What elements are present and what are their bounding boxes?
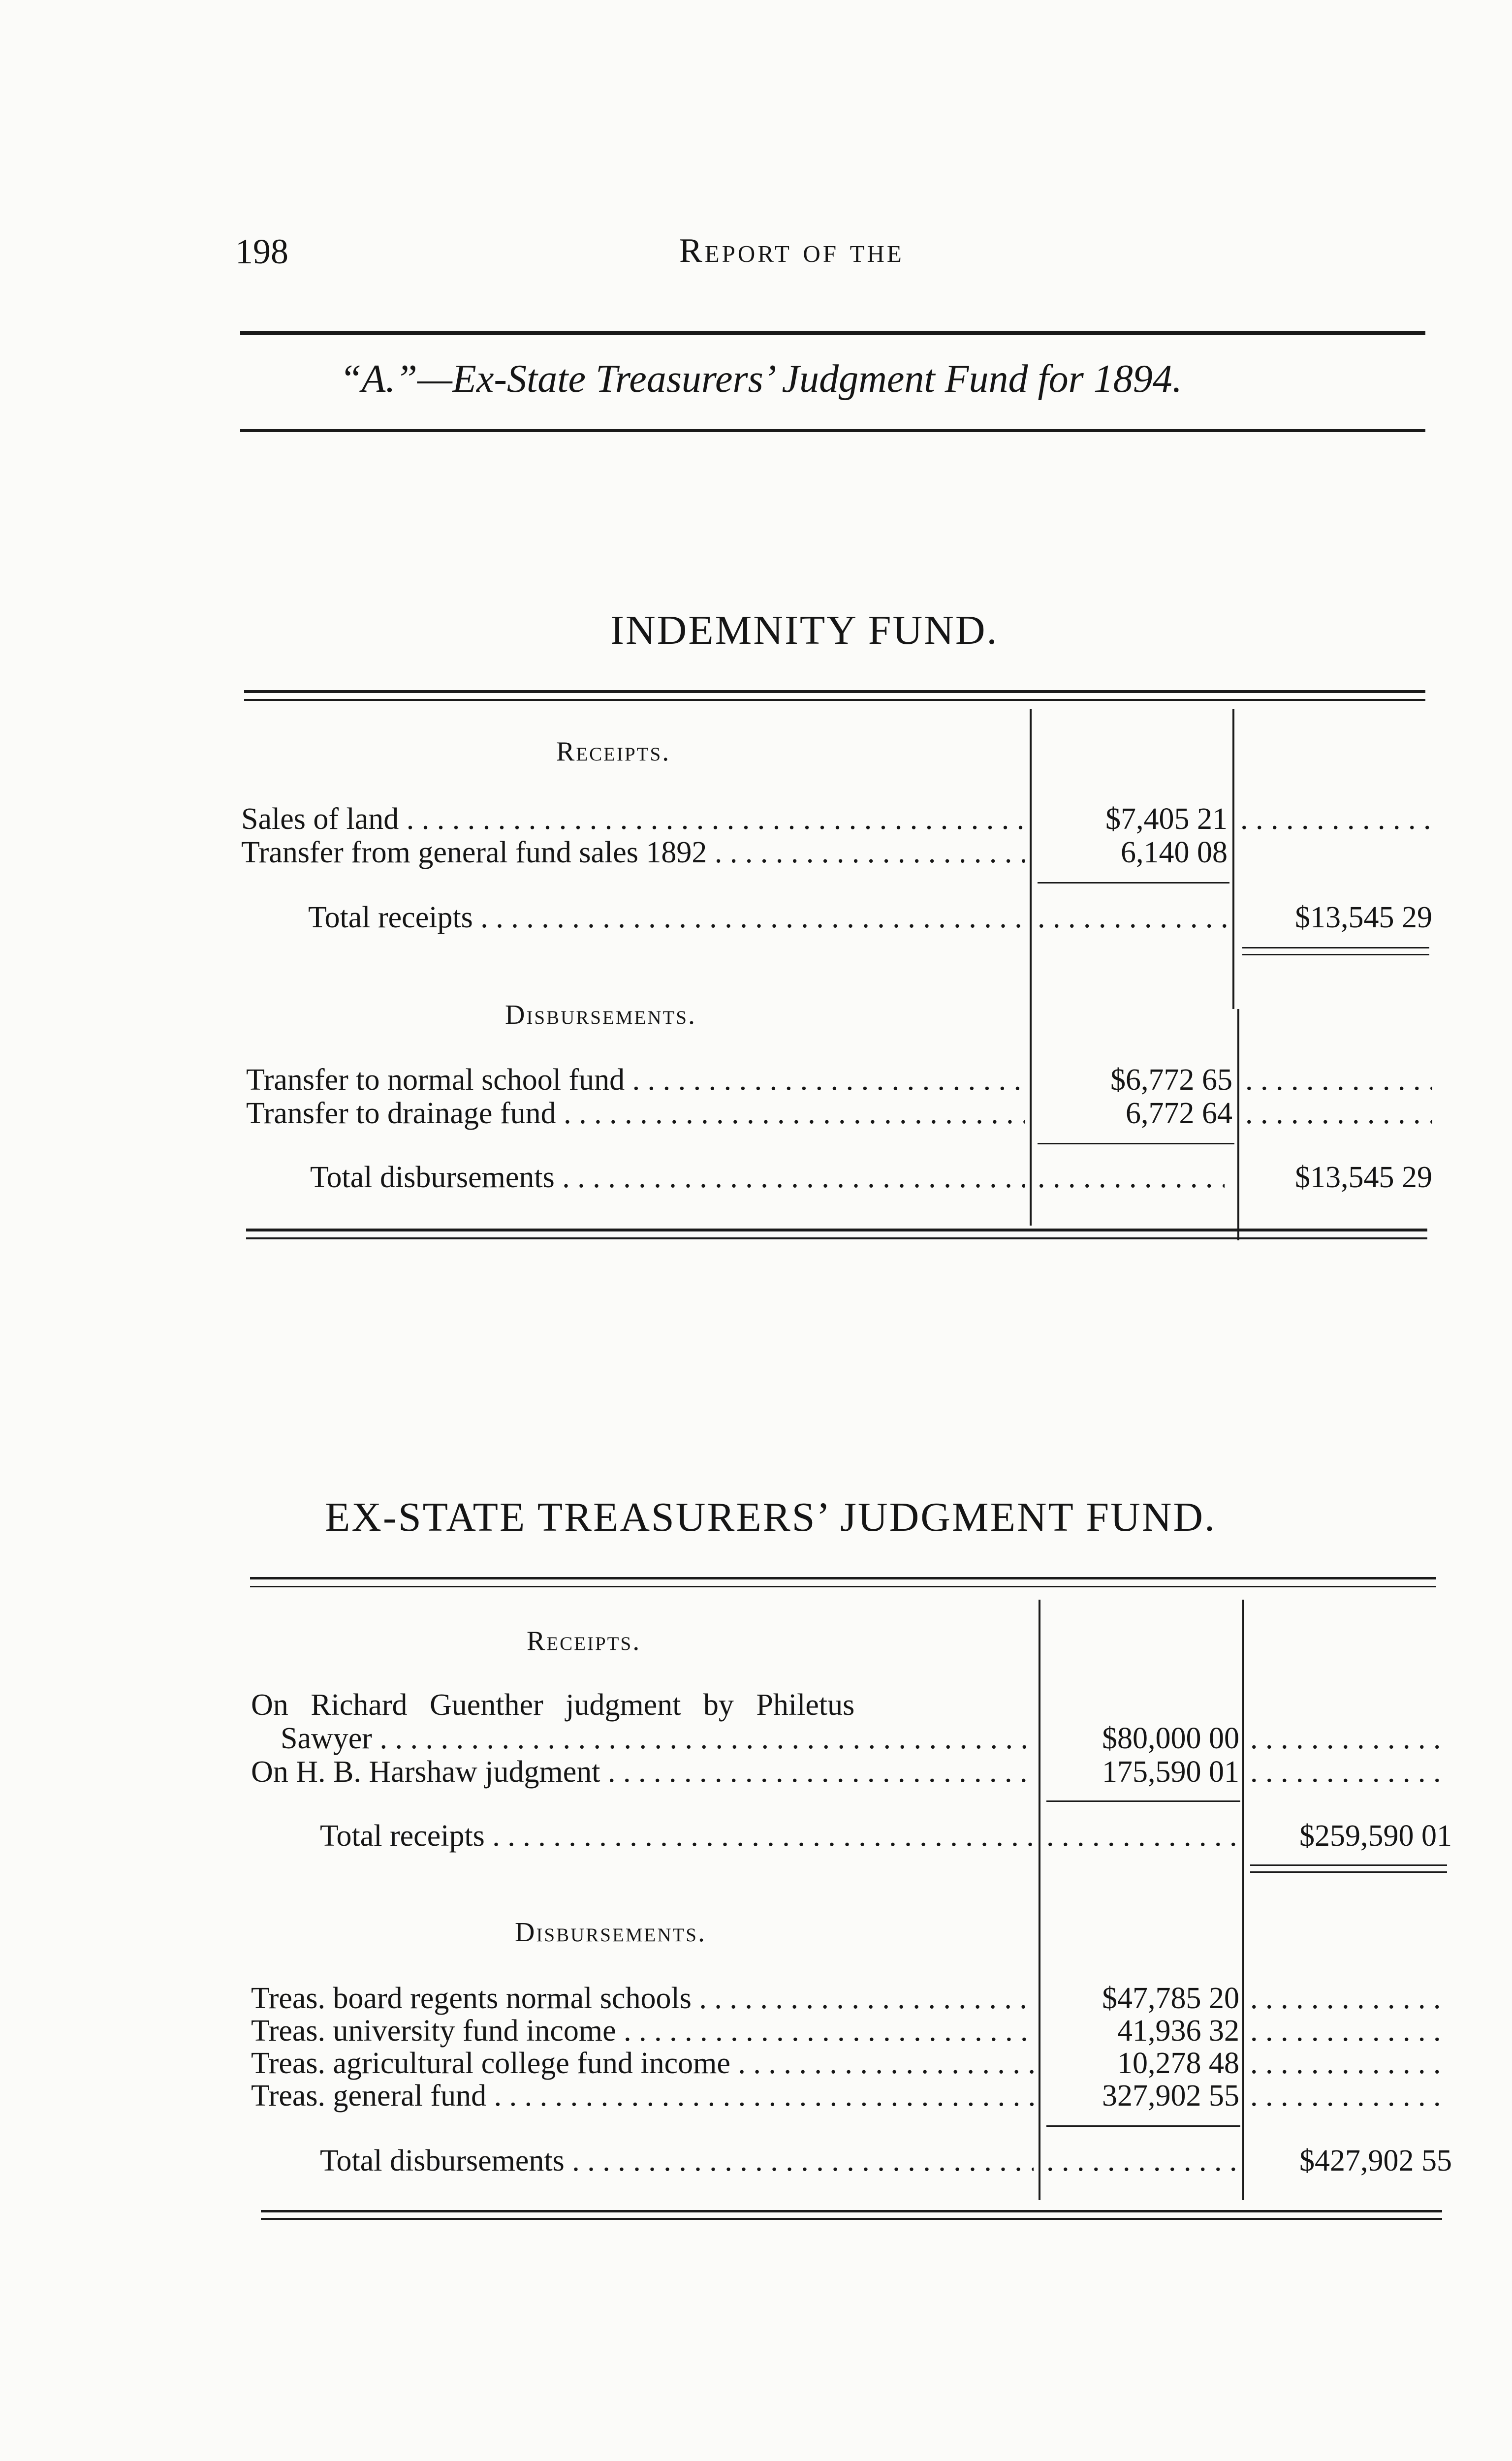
table-row bbox=[251, 1688, 1452, 1722]
row-dots bbox=[1245, 1097, 1432, 1130]
row-label: Transfer to normal school fund . . . bbox=[246, 1063, 1025, 1097]
indemnity-top-rule-2 bbox=[244, 699, 1425, 701]
row-amount: $6,772 65 bbox=[1110, 1063, 1232, 1097]
row-dots bbox=[1250, 1722, 1442, 1755]
row-label: Transfer to drainage fund . . . bbox=[246, 1097, 1025, 1130]
judgment-bottom-rule-2 bbox=[261, 2218, 1442, 2220]
total-amount: $259,590 01 bbox=[1299, 1819, 1452, 1853]
table-row bbox=[241, 802, 1432, 836]
subtotal-rule bbox=[1046, 2125, 1240, 2127]
subtitle-rule bbox=[240, 429, 1425, 432]
indemnity-receipts-caption: Receipts. bbox=[556, 736, 671, 767]
table-row bbox=[251, 1819, 1452, 1853]
row-label: Treas. agricultural college fund income . . . bbox=[251, 2047, 1034, 2080]
subtotal-rule bbox=[1038, 1143, 1234, 1144]
table-row bbox=[251, 2144, 1452, 2177]
indemnity-top-rule bbox=[244, 690, 1425, 693]
table-row bbox=[241, 836, 1432, 869]
table-row bbox=[251, 1722, 1452, 1755]
table-row bbox=[241, 1161, 1432, 1194]
row-dots bbox=[1046, 2144, 1238, 2177]
row-dots bbox=[1240, 802, 1432, 836]
row-label: Sales of land . . . bbox=[241, 802, 1025, 836]
row-amount: $47,785 20 bbox=[1102, 1982, 1239, 2015]
total-amount: $427,902 55 bbox=[1299, 2144, 1452, 2177]
row-label: Total disbursements . . . bbox=[310, 1161, 1025, 1194]
row-label: Sawyer . . . bbox=[281, 1722, 1034, 1755]
indemnity-disbursements-caption: Disbursements. bbox=[505, 1000, 696, 1030]
row-label: Treas. general fund . . . bbox=[251, 2079, 1034, 2113]
judgment-top-rule-2 bbox=[250, 1586, 1436, 1587]
row-amount: 327,902 55 bbox=[1102, 2079, 1239, 2113]
row-label: On Richard Guenther judgment by Philetus bbox=[251, 1688, 855, 1722]
row-dots bbox=[1038, 1161, 1225, 1194]
table-row bbox=[241, 901, 1432, 934]
row-dots bbox=[1250, 1982, 1442, 2015]
row-label: Treas. university fund income . . . bbox=[251, 2014, 1034, 2048]
judgment-receipts-caption: Receipts. bbox=[527, 1626, 641, 1656]
running-title: Report of the bbox=[679, 232, 904, 270]
table-row bbox=[251, 1982, 1452, 2015]
total-amount: $13,545 29 bbox=[1295, 901, 1432, 934]
total-rule bbox=[1250, 1864, 1447, 1866]
row-amount: 41,936 32 bbox=[1117, 2014, 1239, 2048]
page-subtitle: “A.”—Ex-State Treasurers’ Judgment Fund for 1894. bbox=[340, 357, 1182, 401]
table-row bbox=[241, 1063, 1432, 1097]
row-amount: $80,000 00 bbox=[1102, 1722, 1239, 1755]
judgment-table bbox=[251, 1595, 1452, 2210]
indemnity-bottom-rule bbox=[246, 1229, 1427, 1231]
row-dots bbox=[1046, 1819, 1238, 1853]
judgment-title: EX-STATE TREASURERS’ JUDGMENT FUND. bbox=[325, 1494, 1217, 1540]
row-dots bbox=[1250, 2079, 1442, 2113]
row-dots bbox=[1250, 2047, 1442, 2080]
row-amount: 6,772 64 bbox=[1126, 1097, 1232, 1130]
judgment-bottom-rule bbox=[261, 2210, 1442, 2212]
table-row bbox=[251, 1755, 1452, 1789]
row-dots bbox=[1245, 1063, 1432, 1097]
row-dots bbox=[1250, 1755, 1442, 1789]
indemnity-table bbox=[241, 704, 1432, 1226]
row-amount: 6,140 08 bbox=[1121, 836, 1228, 869]
total-rule-2 bbox=[1250, 1871, 1447, 1873]
row-label: On H. B. Harshaw judgment . . . bbox=[251, 1755, 1034, 1789]
header-rule bbox=[240, 331, 1425, 335]
total-rule-2 bbox=[1242, 954, 1429, 955]
table-row bbox=[251, 2079, 1452, 2113]
table-row bbox=[241, 1097, 1432, 1130]
subtotal-rule bbox=[1038, 882, 1229, 883]
row-label: Treas. board regents normal schools . . . bbox=[251, 1982, 1034, 2015]
total-rule bbox=[1242, 947, 1429, 948]
row-label-wide bbox=[251, 1688, 1034, 1722]
row-amount: 175,590 01 bbox=[1102, 1755, 1239, 1789]
judgment-disbursements-caption: Disbursements. bbox=[515, 1917, 706, 1948]
row-label: Total receipts . . . bbox=[308, 901, 1025, 934]
row-label: Total disbursements . . . bbox=[320, 2144, 1034, 2177]
page-number: 198 bbox=[235, 232, 288, 271]
row-amount: 10,278 48 bbox=[1117, 2047, 1239, 2080]
row-dots bbox=[1250, 2014, 1442, 2048]
judgment-top-rule bbox=[250, 1577, 1436, 1579]
row-dots bbox=[1038, 901, 1228, 934]
row-amount: $7,405 21 bbox=[1105, 802, 1228, 836]
table-row bbox=[251, 2014, 1452, 2048]
table-row bbox=[251, 2047, 1452, 2080]
subtotal-rule bbox=[1046, 1800, 1240, 1802]
indemnity-bottom-rule-2 bbox=[246, 1237, 1427, 1239]
indemnity-title: INDEMNITY FUND. bbox=[610, 607, 999, 653]
indemnity-col-divider-1 bbox=[1030, 709, 1032, 1226]
total-amount: $13,545 29 bbox=[1295, 1161, 1432, 1194]
row-label: Total receipts . . . bbox=[320, 1819, 1034, 1853]
row-label: Transfer from general fund sales 1892 . . . bbox=[241, 836, 1025, 869]
